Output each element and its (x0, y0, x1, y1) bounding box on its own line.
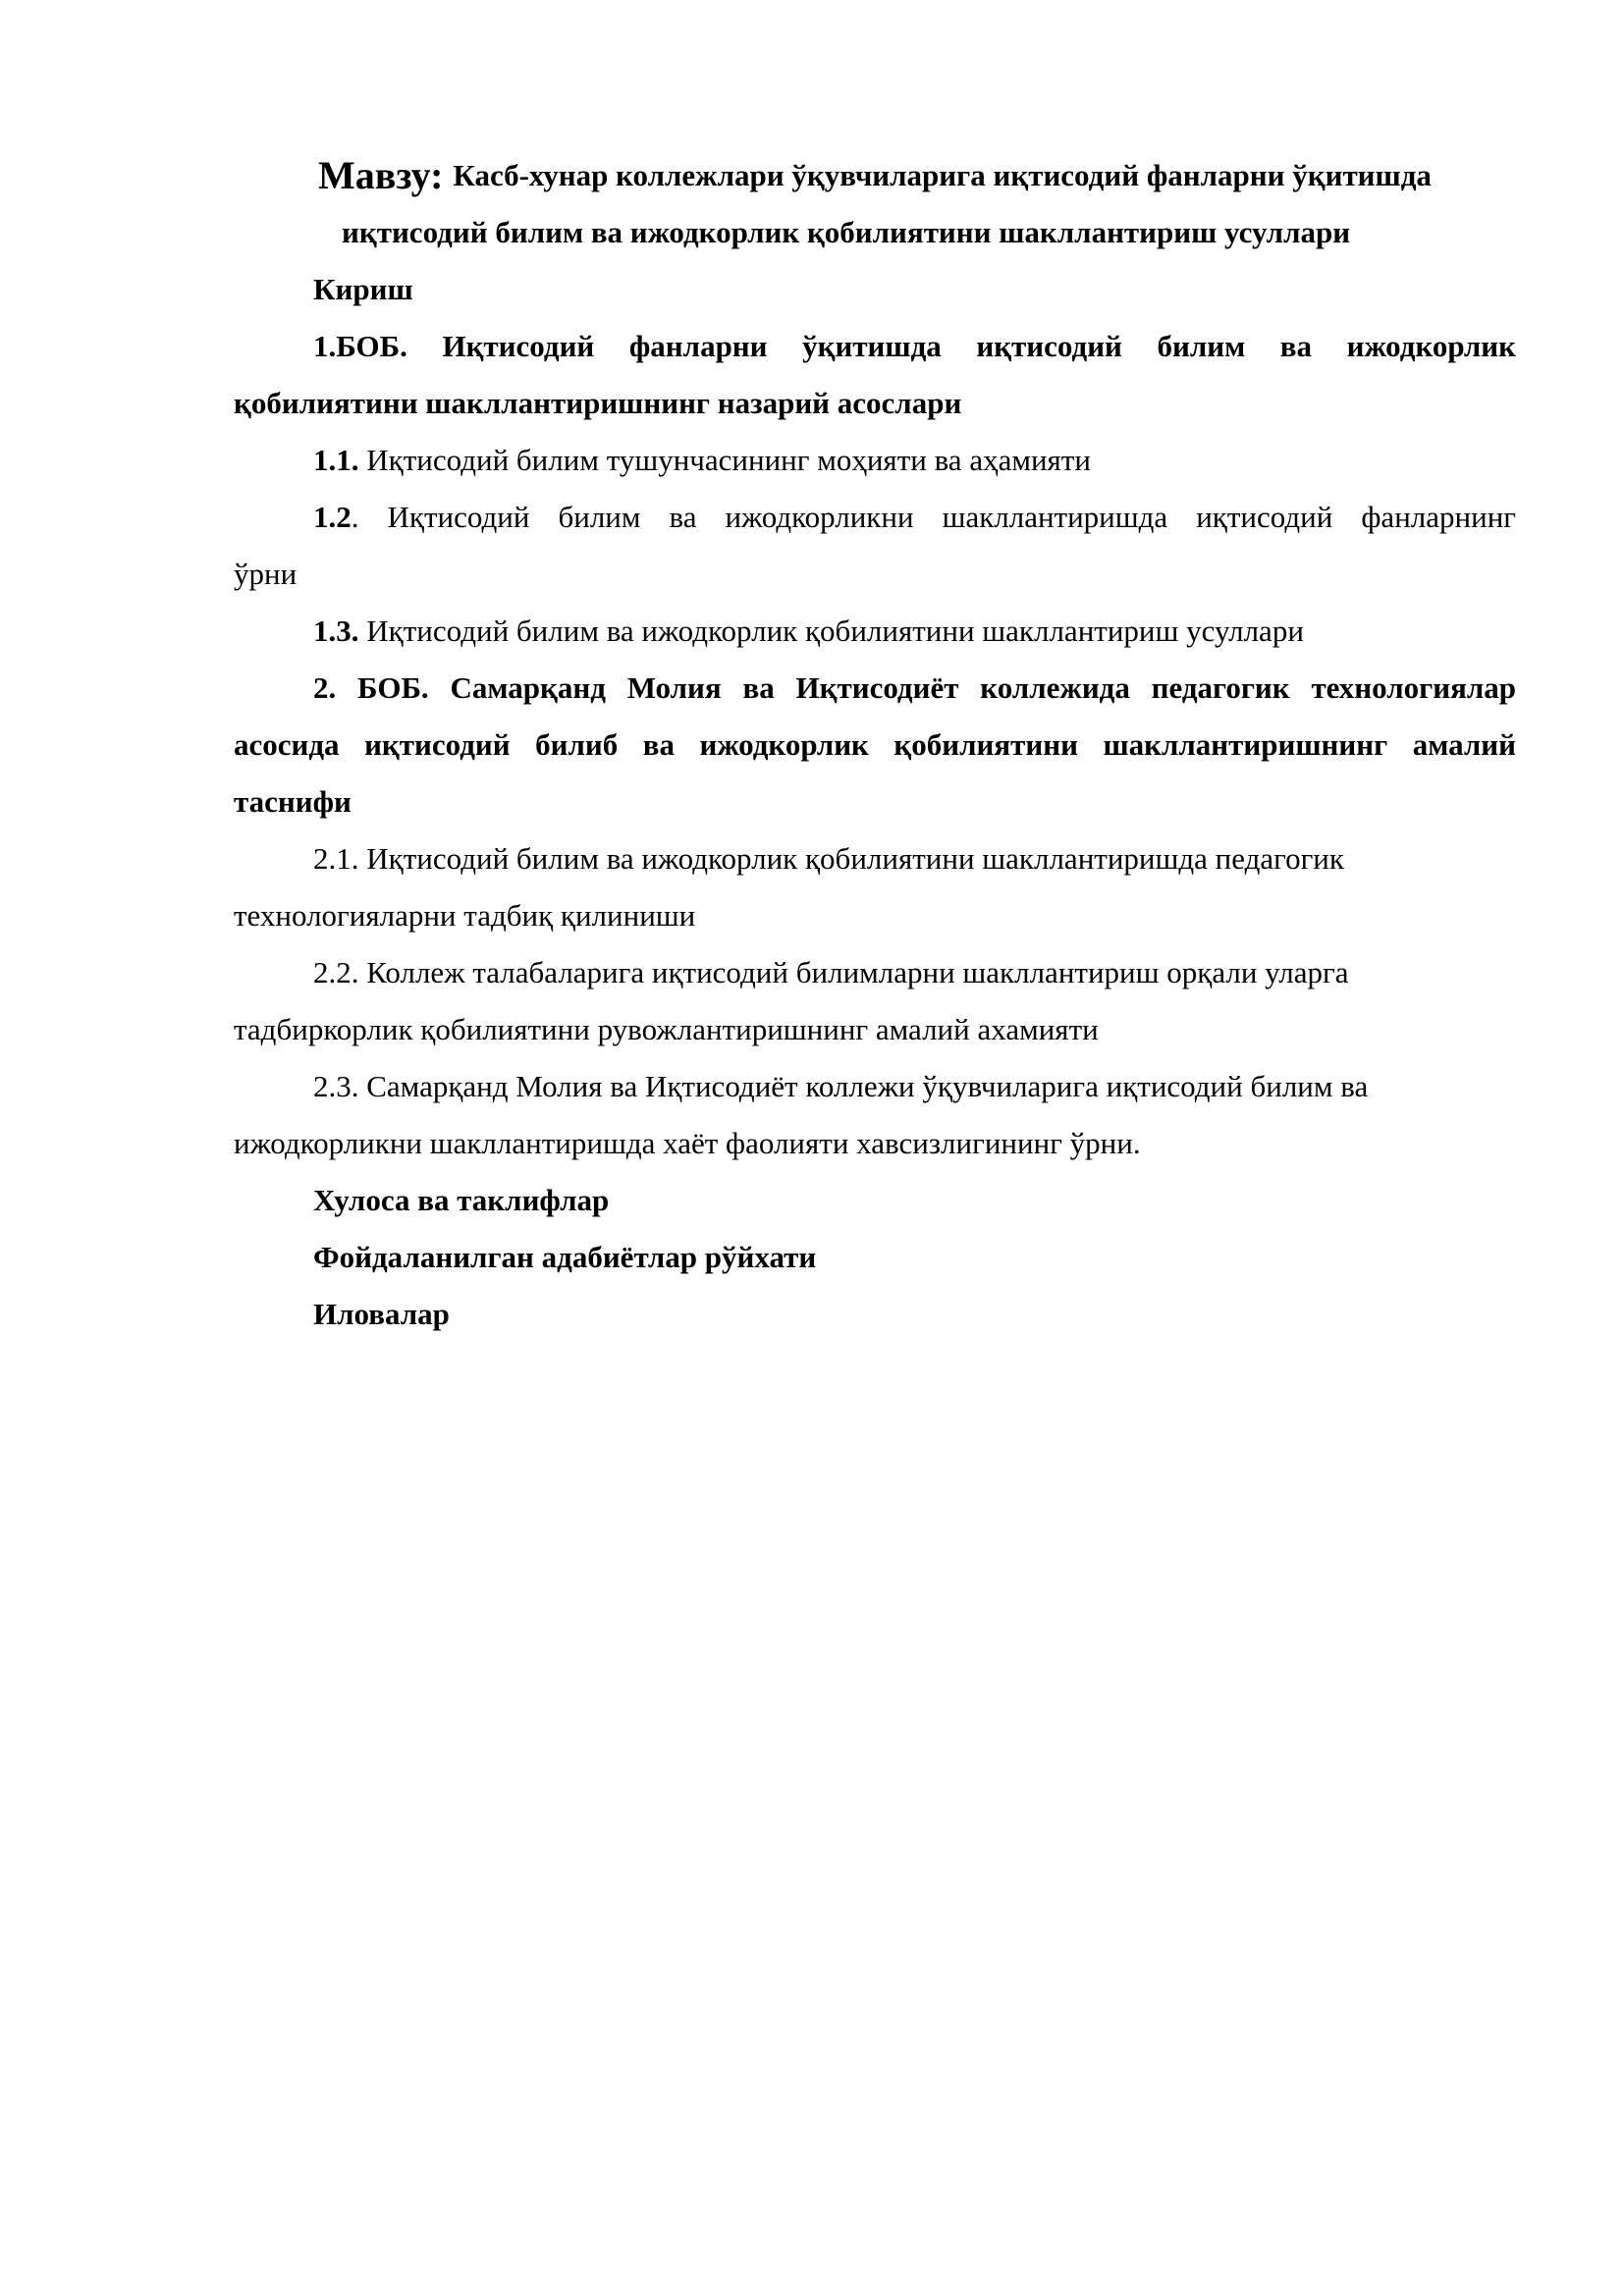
section-number: 1.1. (313, 443, 359, 477)
section-number: 1.2 (313, 500, 352, 534)
topic-title-text-1: Касб-хунар коллежлари ўқувчиларига иқтисодий фанларни ўқитишда (453, 158, 1432, 192)
section-text: Иқтисодий билим ва ижодкорлик қобилиятини шакллантириш усуллари (358, 614, 1304, 648)
section-text: Иқтисодий билим тушунчасининг моҳияти ва аҳамияти (358, 443, 1091, 477)
toc-chapter-1-line-1: 1.БОБ. Иқтисодий фанларни ўқитишда иқтисодий билим ва ижодкорлик (313, 329, 1516, 363)
toc-section-1-3 (234, 603, 1516, 660)
document-page (234, 147, 1516, 1343)
toc-section-2-3-line-1: 2.3. Самарқанд Молия ва Иқтисодиёт коллежи ўқувчиларига иқтисодий билим ва (313, 1069, 1369, 1103)
toc-section-2-3-line-2: ижодкорликни шакллантиришда хаёт фаолияти хавсизлигининг ўрни. (234, 1126, 1141, 1160)
toc-conclusion: Хулоса ва таклифлар (313, 1183, 610, 1217)
toc-section-1-1 (234, 432, 1516, 489)
toc-section-1-2-line-2: ўрни (234, 557, 298, 591)
toc-chapter-2-line-1: 2. БОБ. Самарқанд Молия ва Иқтисодиёт коллежида педагогик технологиялар (313, 670, 1516, 705)
toc-section-2-2-line-1: 2.2. Коллеж талабаларига иқтисодий билимларни шакллантириш орқали уларга (313, 955, 1349, 989)
topic-title-line-2 (234, 204, 1516, 261)
toc-chapter-2-line-2: асосида иқтисодий билиб ва ижодкорлик қобилиятини шакллантиришнинг амалий (234, 727, 1516, 762)
toc-chapter-2-line-3: таснифи (234, 784, 352, 819)
section-number: 1.3. (313, 614, 359, 648)
toc-section-2-1-line-2: технологияларни тадбиқ қилиниши (234, 898, 696, 933)
toc-section-2-2-line-2: тадбиркорлик қобилиятини рувожлантиришнинг амалий ахамияти (234, 1012, 1099, 1046)
topic-title-line-1 (234, 147, 1516, 204)
toc-chapter-1-line-2: қобилиятини шакллантиришнинг назарий асослари (234, 386, 962, 420)
toc-section-2-1-line-1: 2.1. Иқтисодий билим ва ижодкорлик қобилиятини шакллантиришда педагогик (313, 841, 1344, 876)
toc-section-1-2-line-1 (234, 489, 1516, 546)
topic-label: Мавзу: (318, 153, 444, 197)
toc-intro: Кириш (313, 272, 413, 306)
topic-title-text-2: иқтисодий билим ва ижодкорлик қобилиятини шакллантириш усуллари (342, 215, 1351, 249)
toc-references: Фойдаланилган адабиётлар рўйхати (313, 1240, 817, 1274)
section-text: . Иқтисодий билим ва ижодкорликни шакллантиришда иқтисодий фанларнинг (351, 500, 1516, 534)
toc-appendices: Иловалар (313, 1297, 450, 1331)
